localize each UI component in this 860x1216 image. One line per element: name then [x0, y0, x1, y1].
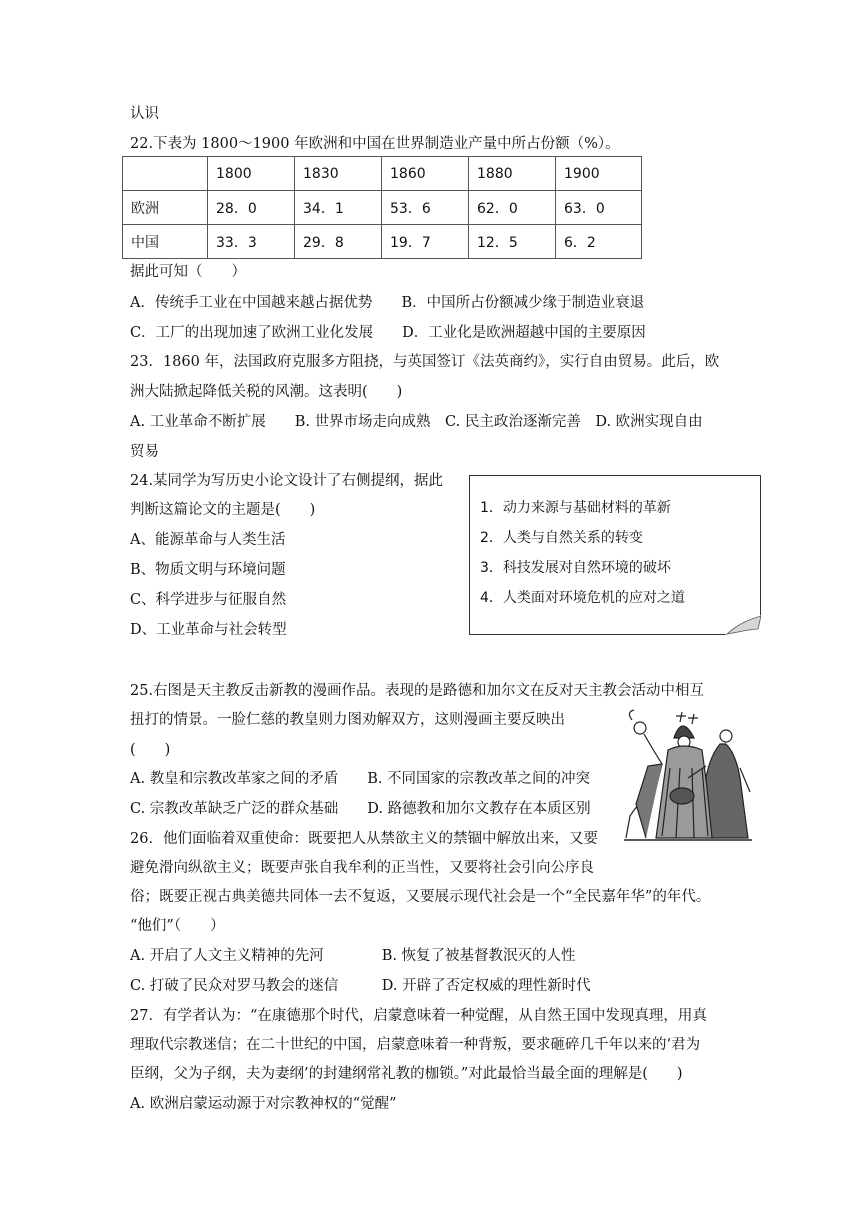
- question-27-stem-cont: 理取代宗教迷信；在二十世纪的中国，启蒙意味着一种背叛，要求砸碎几千年以来的‘君为: [130, 1037, 701, 1053]
- text-line: 认识: [130, 106, 159, 122]
- table-cell: 6．2: [556, 225, 642, 259]
- question-22-options-cd: C．工厂的出现加速了欧洲工业化发展 D．工业化是欧洲超越中国的主要原因: [130, 325, 646, 341]
- question-24-option-a: A、能源革命与人类生活: [130, 532, 286, 548]
- table-cell: 19．7: [382, 225, 469, 259]
- table-cell: 1860: [382, 157, 469, 191]
- outline-item: 1．动力来源与基础材料的革新: [480, 500, 671, 516]
- table-cell: 53．6: [382, 191, 469, 225]
- table-cell: 1800: [208, 157, 295, 191]
- question-27-option-a: A. 欧洲启蒙运动源于对宗教神权的“觉醒”: [130, 1096, 397, 1112]
- question-24-option-d: D、工业革命与社会转型: [130, 622, 287, 638]
- question-25-stem-end: ( ): [130, 742, 171, 758]
- outline-item: 4．人类面对环境危机的应对之道: [480, 590, 685, 606]
- question-25-options-ab: A. 教皇和宗教改革家之间的矛盾 B. 不同国家的宗教改革之间的冲突: [130, 771, 591, 787]
- question-22-options-ab: A．传统手工业在中国越来越占据优势 B．中国所占份额减少缘于制造业衰退: [130, 295, 645, 311]
- question-26-options-ab: A. 开启了人文主义精神的先河 B. 恢复了被基督教泯灭的人性: [130, 948, 576, 964]
- outline-item: 3．科技发展对自然环境的破坏: [480, 560, 671, 576]
- question-24-stem-cont: 判断这篇论文的主题是( ): [130, 502, 316, 518]
- table-cell: 1900: [556, 157, 642, 191]
- table-cell: 欧洲: [123, 191, 208, 225]
- question-27-stem-cont2: 臣纲，父为子纲，夫为妻纲’的封建纲常礼教的枷锁。”对此最恰当最全面的理解是( ): [130, 1066, 683, 1082]
- table-cell: 63．0: [556, 191, 642, 225]
- outline-item: 2．人类与自然关系的转变: [480, 530, 643, 546]
- question-23-stem: 23．1860 年，法国政府克服多方阻挠，与英国签订《法英商约》，实行自由贸易。此后，欧: [130, 354, 720, 370]
- table-cell: 中国: [123, 225, 208, 259]
- question-24-option-c: C、科学进步与征服自然: [130, 592, 287, 608]
- question-25-stem: 25.右图是天主教反击新教的漫画作品。表现的是路德和加尔文在反对天主教会活动中相互: [130, 683, 705, 699]
- table-cell: [123, 157, 208, 191]
- table-cell: 34．1: [295, 191, 382, 225]
- cartoon-illustration: [622, 708, 754, 848]
- question-22-stem: 22.下表为 1800～1900 年欧洲和中国在世界制造业产量中所占份额（%）。: [130, 136, 620, 152]
- question-22-ask: 据此可知（ ）: [130, 264, 246, 280]
- question-23-options: A. 工业革命不断扩展 B. 世界市场走向成熟 C. 民主政治逐渐完善 D. 欧洲实现自由: [130, 414, 703, 430]
- table-row: [123, 191, 642, 225]
- table-cell: 28．0: [208, 191, 295, 225]
- table-cell: 1880: [469, 157, 556, 191]
- table-cell: 62．0: [469, 191, 556, 225]
- table-row: [123, 225, 642, 259]
- table-cell: 12．5: [469, 225, 556, 259]
- table-cell: 29．8: [295, 225, 382, 259]
- essay-outline-box: [469, 475, 761, 635]
- question-23-options-cont: 贸易: [130, 444, 159, 460]
- question-24-stem: 24.某同学为写历史小论文设计了右侧提纲，据此: [130, 473, 444, 489]
- question-24-option-b: B、物质文明与环境问题: [130, 562, 286, 578]
- question-26-stem-cont2: 俗；既要正视古典美德共同体一去不复返，又要展示现代社会是一个“全民嘉年华”的年代。: [130, 889, 711, 905]
- question-26-stem: 26．他们面临着双重使命：既要把人从禁欲主义的禁锢中解放出来，又要: [130, 831, 598, 847]
- question-26-options-cd: C. 打破了民众对罗马教会的迷信 D. 开辟了否定权威的理性新时代: [130, 978, 591, 994]
- question-25-stem-cont: 扭打的情景。一脸仁慈的教皇则力图劝解双方，这则漫画主要反映出: [130, 712, 565, 728]
- table-cell: 33．3: [208, 225, 295, 259]
- question-25-options-cd: C. 宗教改革缺乏广泛的群众基础 D. 路德教和加尔文教存在本质区别: [130, 801, 591, 817]
- question-27-stem: 27．有学者认为：“在康德那个时代，启蒙意味着一种觉醒，从自然王国中发现真理，用真: [130, 1008, 707, 1024]
- table-cell: 1830: [295, 157, 382, 191]
- page-curl-icon: [725, 615, 761, 635]
- share-table: [122, 156, 642, 259]
- question-26-stem-cont: 避免滑向纵欲主义；既要声张自我牟利的正当性，又要将社会引向公序良: [130, 860, 594, 876]
- question-23-stem-cont: 洲大陆掀起降低关税的风潮。这表明( ): [130, 384, 403, 400]
- question-26-ask: “他们”（ ）: [130, 918, 225, 934]
- table-header-row: [123, 157, 642, 191]
